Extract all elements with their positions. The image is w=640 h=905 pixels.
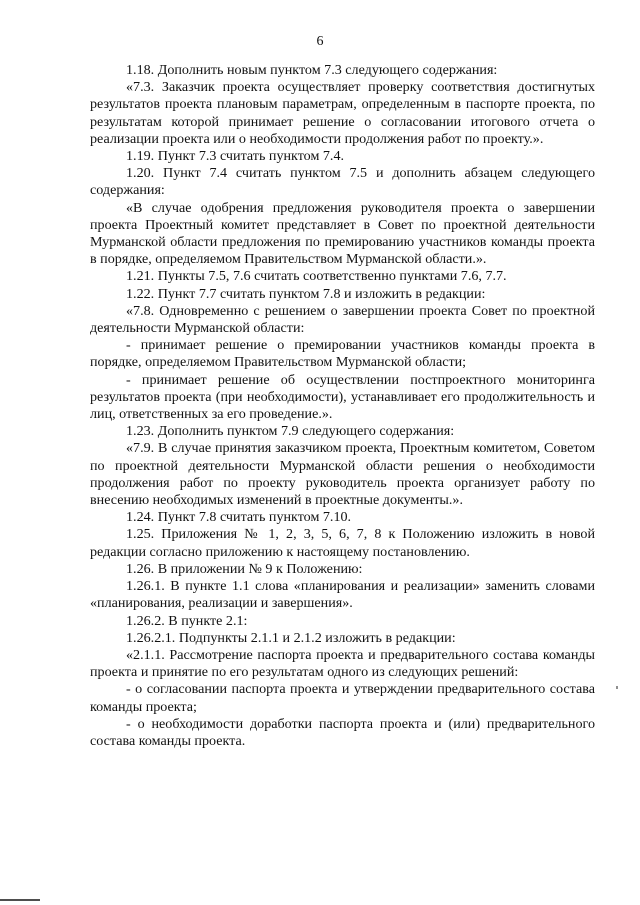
page-number: 6 xyxy=(316,34,324,49)
paragraph-1-18: 1.18. Дополнить новым пунктом 7.3 следующего содержания: xyxy=(126,62,498,78)
paragraph-7-3-text: «7.3. Заказчик проекта осуществляет проверку соответствия достигнутых результатов проекта плановым параметрам, определенным в паспорте проекта, по результатам которой принимает решение о согласовании итогового отчета о реализации проекта или о необходимости продолжения работ по проекту.». xyxy=(90,79,595,147)
list-item-bonus-decision: - принимает решение о премировании участников команды проекта в порядке, определяемом Правительством Мурманской области; xyxy=(90,337,595,371)
paragraph-7-9-text: «7.9. В случае принятия заказчиком проекта, Проектным комитетом, Советом по проектной деятельности Мурманской области решения о необходимости продолжения работ по проекту руководитель проекта организует работу по внесению необходимых изменений в проектные документы.». xyxy=(90,440,595,509)
paragraph-1-26-2-1: 1.26.2.1. Подпункты 2.1.1 и 2.1.2 изложить в редакции: xyxy=(126,629,456,646)
paragraph-1-20: 1.20. Пункт 7.4 считать пунктом 7.5 и дополнить абзацем следующего содержания: xyxy=(90,165,595,199)
paragraph-1-26-2: 1.26.2. В пункте 2.1: xyxy=(126,612,248,629)
scan-artifact-mark xyxy=(0,899,40,901)
scan-artifact-dot xyxy=(616,686,618,689)
paragraph-7-8-text: «7.8. Одновременно с решением о завершении проекта Совет по проектной деятельности Мурманской области: xyxy=(90,302,595,337)
paragraph-1-22: 1.22. Пункт 7.7 считать пунктом 7.8 и изложить в редакции: xyxy=(126,285,486,302)
paragraph-2-1-1-text: «2.1.1. Рассмотрение паспорта проекта и предварительного состава команды проекта и принятие по его результатам одного из следующих решений: xyxy=(90,646,595,681)
paragraph-1-23: 1.23. Дополнить пунктом 7.9 следующего содержания: xyxy=(126,423,455,440)
paragraph-7-5-addition: «В случае одобрения предложения руководителя проекта о завершении проекта Проектный комитет представляет в Совет по проектной деятельности Мурманской области предложения по премированию участников команды проекта в порядке, определяемом Правительством Мурманской области.». xyxy=(90,199,595,268)
paragraph-1-25: 1.25. Приложения № 1, 2, 3, 5, 6, 7, 8 к Положению изложить в новой редакции согласно приложению к настоящему постановлению. xyxy=(90,526,595,560)
paragraph-1-26: 1.26. В приложении № 9 к Положению: xyxy=(126,560,363,577)
list-item-approval: - о согласовании паспорта проекта и утверждении предварительного состава команды проекта; xyxy=(90,681,595,715)
paragraph-1-21: 1.21. Пункты 7.5, 7.6 считать соответственно пунктами 7.6, 7.7. xyxy=(126,268,507,285)
list-item-monitoring-decision: - принимает решение об осуществлении постпроектного мониторинга результатов проекта (при необходимости), устанавливает его продолжительность и лиц, ответственных за его проведение.». xyxy=(90,371,595,423)
paragraph-1-24: 1.24. Пункт 7.8 считать пунктом 7.10. xyxy=(126,509,352,526)
paragraph-1-19: 1.19. Пункт 7.3 считать пунктом 7.4. xyxy=(126,148,345,165)
document-body xyxy=(90,62,595,750)
paragraph-1-26-1: 1.26.1. В пункте 1.1 слова «планирования и реализации» заменить словами «планирования, реализации и завершения». xyxy=(90,578,595,612)
list-item-revision: - о необходимости доработки паспорта проекта и (или) предварительного состава команды проекта. xyxy=(90,715,595,749)
